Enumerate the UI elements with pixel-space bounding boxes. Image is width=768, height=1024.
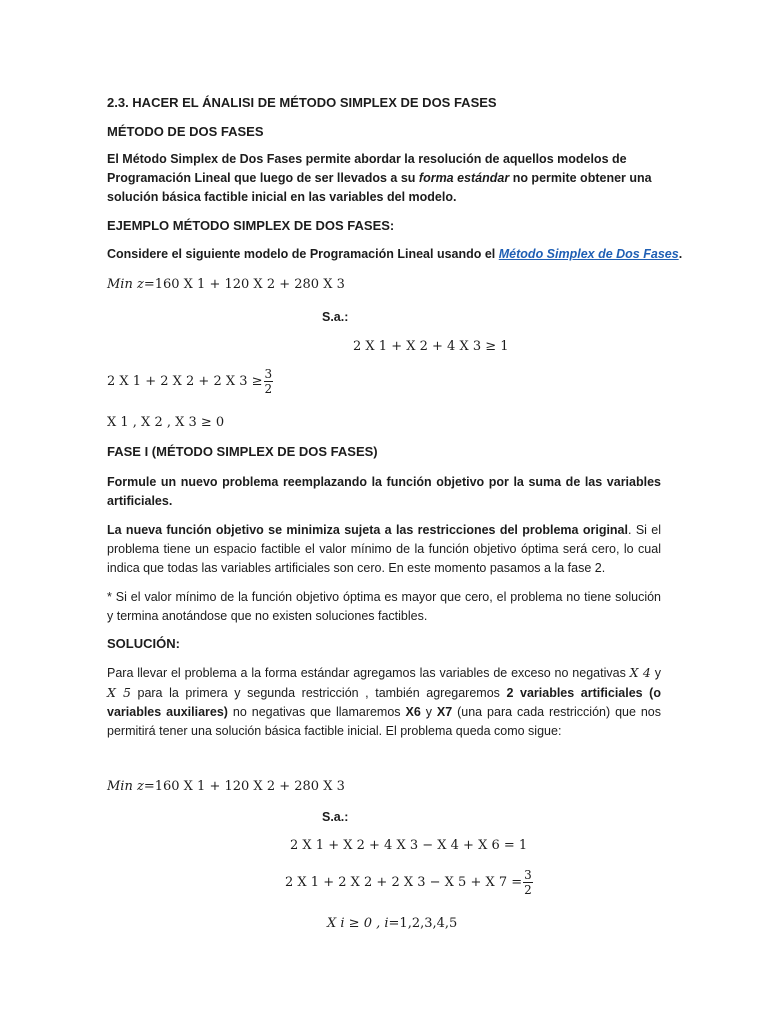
constraint-3: 2 X 1 + X 2 + 4 X 3 − X 4 + X 6 = 1 <box>290 838 528 853</box>
solution-paragraph: Para llevar el problema a la forma estándar agregamos las variables de exceso no negativas X 4 y X 5 para la primera y segunda restricción , también agregaremos 2 variables artificiales (o variables auxiliares) no negativas que llamaremos X6 y X7 (una para cada restricción) que nos permitirá tener una solución básica factible inicial. El problema queda como sigue: <box>107 665 662 738</box>
method-heading: MÉTODO DE DOS FASES <box>107 124 264 139</box>
constraint-1: 2 X 1 + X 2 + 4 X 3 ≥ 1 <box>353 339 509 354</box>
example-heading: EJEMPLO MÉTODO SIMPLEX DE DOS FASES: <box>107 218 395 233</box>
solution-heading: SOLUCIÓN: <box>107 636 180 651</box>
subject-to-label-2: S.a.: <box>322 810 349 824</box>
constraint-2: 2 X 1 + 2 X 2 + 2 X 3 ≥ $\frac{3}{2}$ <box>107 367 273 396</box>
constraint-4: 2 X 1 + 2 X 2 + 2 X 3 − X 5 + X 7 = $\frac{3}{2}$ <box>285 868 532 897</box>
fraction-three-halves-2: $\frac{3}{2}$ <box>524 868 532 897</box>
method-link[interactable]: Método Simplex de Dos Fases <box>498 247 679 261</box>
phase1-paragraph-2: La nueva función objetivo se minimiza sujeta a las restricciones del problema original. Si el problema tiene un espacio factible el valor mínimo de la función objetivo óptima será cero, lo cual indica que todas las variables artificiales son cero. En este momento pasamos a la fase 2. <box>107 523 661 575</box>
objective-function-2: Min z=160 X 1 + 120 X 2 + 280 X 3 <box>107 779 345 794</box>
subject-to-label-1: S.a.: <box>322 310 349 324</box>
objective-function-1: Min z=160 X 1 + 120 X 2 + 280 X 3 <box>107 277 345 292</box>
intro-paragraph: El Método Simplex de Dos Fases permite abordar la resolución de aquellos modelos de Programación Lineal que luego de ser llevados a su forma estándar no permite obtener una solución básica factible inicial en las variables del modelo. <box>107 152 652 204</box>
phase1-heading: FASE I (MÉTODO SIMPLEX DE DOS FASES) <box>107 444 378 459</box>
fraction-three-halves: $\frac{3}{2}$ <box>264 367 273 396</box>
phase1-paragraph-3: * Si el valor mínimo de la función objetivo óptima es mayor que cero, el problema no tiene solución y termina anotándose que no existen soluciones factibles. <box>107 590 661 623</box>
emphasis-text: forma estándar <box>418 171 510 185</box>
consider-paragraph: Considere el siguiente modelo de Programación Lineal usando el Método Simplex de Dos Fases. <box>107 247 683 261</box>
nonnegativity-2: X i ≥ 0 , i=1,2,3,4,5 <box>327 916 458 931</box>
nonnegativity-1: X 1 , X 2 , X 3 ≥ 0 <box>107 415 225 430</box>
phase1-paragraph-1: Formule un nuevo problema reemplazando la función objetivo por la suma de las variables artificiales. <box>107 475 661 508</box>
section-title: 2.3. HACER EL ÁNALISI DE MÉTODO SIMPLEX DE DOS FASES <box>107 95 497 110</box>
